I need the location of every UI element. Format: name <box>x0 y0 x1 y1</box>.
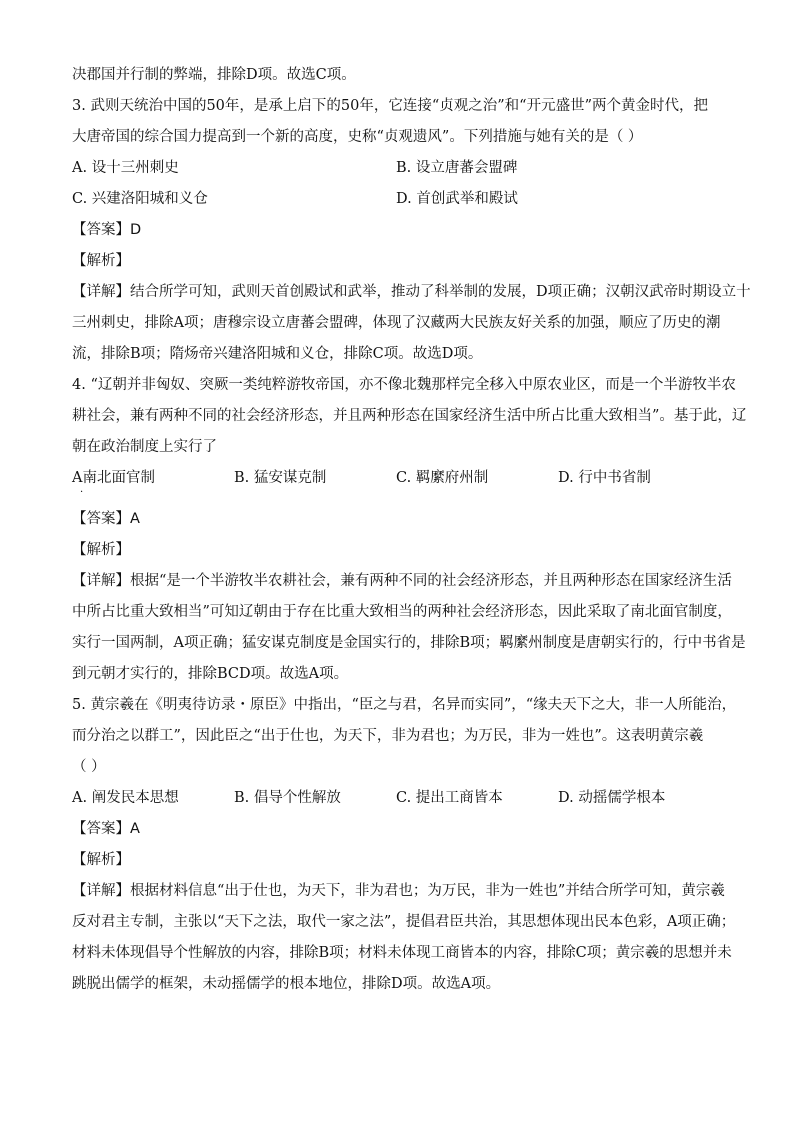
answer-label: 【答案】A <box>72 821 140 837</box>
question-3-options-row <box>72 153 722 184</box>
option-c: C. 提出工商皆本 <box>396 790 503 806</box>
question-5-stem: 5. 黄宗羲在《明夷待访录・原臣》中指出，“臣之与君，名异而实同”，“缘夫天下之大，非一人所能治， <box>72 697 737 713</box>
explanation-line: 【详解】根据材料信息“出于仕也，为天下，非为君也；为万民，非为一姓也”并结合所学可知，黄宗羲 <box>72 883 725 899</box>
option-b: B. 设立唐蕃会盟碑 <box>396 160 518 176</box>
explanation-line: 中所占比重大致相当”可知辽朝由于存在比重大致相当的两种社会经济形态，因此采取了南北面官制度， <box>72 604 732 620</box>
explanation-line: 【详解】结合所学可知，武则天首创殿试和武举，推动了科举制的发展，D项正确；汉朝汉武帝时期设立十 <box>72 284 751 300</box>
question-4-stem: 耕社会，兼有两种不同的社会经济形态，并且两种形态在国家经济生活中所占比重大致相当”。基于此，辽 <box>72 408 747 424</box>
question-4-stem: 4. “辽朝并非匈奴、突厥一类纯粹游牧帝国，亦不像北魏那样完全移入中原农业区，而是一个半游牧半农 <box>72 377 736 393</box>
document-page <box>72 60 751 1000</box>
explanation-line: 跳脱出儒学的框架，未动摇儒学的根本地位，排除D项。故选A项。 <box>72 976 501 992</box>
option-d: D. 动摇儒学根本 <box>558 790 666 806</box>
explanation-line: 三州刺史，排除A项；唐穆宗设立唐蕃会盟碑，体现了汉藏两大民族友好关系的加强，顺应了历史的潮 <box>72 315 721 331</box>
stray-dot: · <box>80 487 84 498</box>
answer-label: 【答案】A <box>72 511 140 527</box>
question-5-options-row <box>72 783 722 814</box>
answer-label: 【答案】D <box>72 222 142 238</box>
explanation-line: 材料未体现倡导个性解放的内容，排除B项；材料未体现工商皆本的内容，排除C项；黄宗羲的思想并未 <box>72 945 732 961</box>
option-d: D. 首创武举和殿试 <box>396 191 518 207</box>
stray-mark <box>72 487 722 504</box>
question-3-stem: 3. 武则天统治中国的50年，是承上启下的50年，它连接“贞观之治”和“开元盛世”两个黄金时代，把 <box>72 98 708 114</box>
analysis-label: 【解析】 <box>72 852 130 868</box>
explanation-line: 实行一国两制，A项正确；猛安谋克制度是金国实行的，排除B项；羁縻州制度是唐朝实行的，行中书省是 <box>72 635 746 651</box>
analysis-label: 【解析】 <box>72 253 130 269</box>
question-3-options-row <box>72 184 722 215</box>
question-4-options-row <box>72 463 722 494</box>
option-a: A南北面官制 <box>72 470 155 486</box>
option-c: C. 兴建洛阳城和义仓 <box>72 191 208 207</box>
option-c: C. 羁縻府州制 <box>396 470 489 486</box>
explanation-line: 到元朝才实行的，排除BCD项。故选A项。 <box>72 666 349 682</box>
option-a: A. 设十三州刺史 <box>72 160 179 176</box>
explanation-line: 流，排除B项；隋炀帝兴建洛阳城和义仓，排除C项。故选D项。 <box>72 346 483 362</box>
explanation-line: 【详解】根据“是一个半游牧半农耕社会，兼有两种不同的社会经济形态，并且两种形态在国家经济生活 <box>72 573 732 589</box>
option-d: D. 行中书省制 <box>558 470 651 486</box>
question-4-stem: 朝在政治制度上实行了 <box>72 439 217 455</box>
question-3-stem: 大唐帝国的综合国力提高到一个新的高度，史称“贞观遗风”。下列措施与她有关的是（ ） <box>72 129 643 145</box>
option-a: A. 阐发民本思想 <box>72 790 179 806</box>
question-5-stem: （ ） <box>72 759 106 775</box>
explanation-line: 反对君主专制，主张以“天下之法，取代一家之法”，提倡君臣共治，其思想体现出民本色彩，A项正确； <box>72 914 736 930</box>
option-b: B. 倡导个性解放 <box>234 790 341 806</box>
text-line: 决郡国并行制的弊端，排除D项。故选C项。 <box>72 67 356 83</box>
option-b: B. 猛安谋克制 <box>234 470 327 486</box>
analysis-label: 【解析】 <box>72 542 130 558</box>
question-5-stem: 而分治之以群工”，因此臣之“出于仕也，为天下，非为君也；为万民，非为一姓也”。这表明黄宗羲 <box>72 728 704 744</box>
